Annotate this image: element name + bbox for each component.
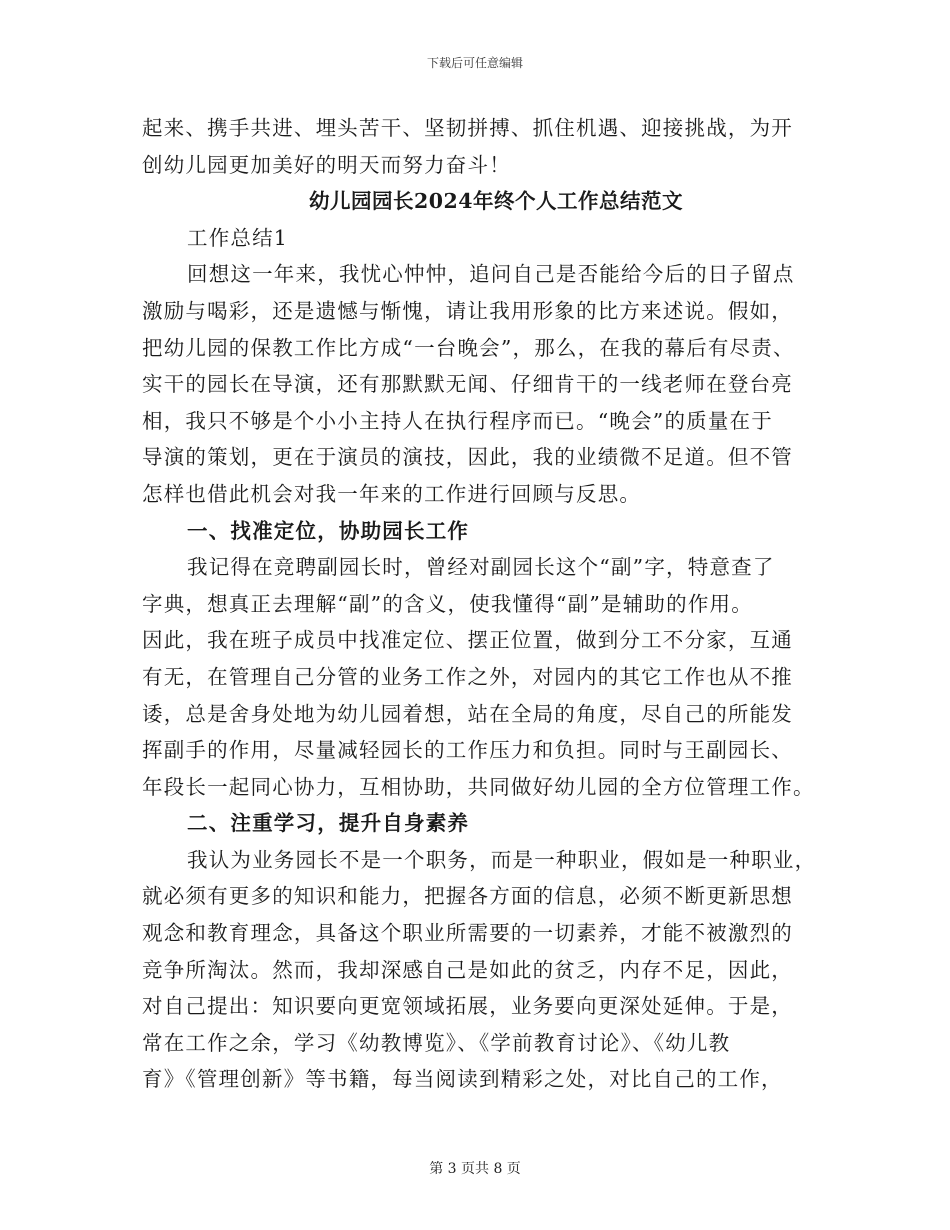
paragraph-line: 诿，总是舍身处地为幼儿园着想，站在全局的角度，尽自己的所能发 [142,701,793,726]
paragraph-line: 回想这一年来，我忧心忡忡，追问自己是否能给今后的日子留点 [187,262,795,287]
paragraph-line: 我记得在竞聘副园长时，曾经对副园长这个“副”字，特意查了 [187,555,775,580]
paragraph-line: 育》《管理创新》等书籍，每当阅读到精彩之处，对比自己的工作， [142,1067,783,1092]
paragraph-line: 相，我只不够是个小小主持人在执行程序而已。“晚会”的质量在于 [142,408,773,433]
paragraph-line: 年段长一起同心协力，互相协助，共同做好幼儿园的全方位管理工作。 [142,774,815,799]
paragraph-line: 导演的策划，更在于演员的演技，因此，我的业绩微不足道。但不管 [142,445,793,470]
section-heading: 二、注重学习，提升自身素养 [187,811,470,836]
paragraph-line: 观念和教育理念，具备这个职业所需要的一切素养，才能不被激烈的 [142,921,793,946]
paragraph-line: 因此，我在班子成员中找准定位、摆正位置，做到分工不分家，互通 [142,628,793,653]
section-heading: 一、找准定位，协助园长工作 [187,518,470,543]
page-footer: 第 3 页共 8 页 [429,1161,521,1177]
paragraph-line: 我认为业务园长不是一个职务，而是一种职业，假如是一种职业， [187,847,817,872]
document-body [142,110,822,1098]
paragraph-line: 怎样也借此机会对我一年来的工作进行回顾与反思。 [142,481,642,506]
paragraph-line: 挥副手的作用，尽量减轻园长的工作压力和负担。同时与王副园长、 [142,738,793,763]
paragraph-line: 就必须有更多的知识和能力，把握各方面的信息，必须不断更新思想 [142,884,793,909]
paragraph-line: 创幼儿园更加美好的明天而努力奋斗！ [142,152,511,177]
paragraph-line: 竞争所淘汰。然而，我却深感自己是如此的贫乏，内存不足，因此， [142,957,793,982]
paragraph-line: 字典，想真正去理解“副”的含义，使我懂得“副”是辅助的作用。 [142,591,753,616]
paragraph-line: 有无，在管理自己分管的业务工作之外，对园内的其它工作也从不推 [142,664,793,689]
paragraph-line: 工作总结1 [187,225,289,250]
paragraph-line: 激励与喝彩，还是遗憾与惭愧，请让我用形象的比方来述说。假如， [142,298,793,323]
paragraph-line: 把幼儿园的保教工作比方成“一台晚会”，那么，在我的幕后有尽责、 [142,335,795,360]
page-header: 下载后可任意编辑 [426,56,523,70]
paragraph-line: 起来、携手共进、埋头苦干、坚韧拼搏、抓住机遇、迎接挑战，为开 [142,116,793,140]
document-title: 幼儿园园长2024年终个人工作总结范文 [308,189,684,214]
paragraph-line: 对自己提出：知识要向更宽领域拓展，业务要向更深处延伸。于是， [142,994,793,1019]
paragraph-line: 实干的园长在导演，还有那默默无闻、仔细肯干的一线老师在登台亮 [142,372,793,397]
paragraph-line: 常在工作之余，学习《幼教博览》、《学前教育讨论》、《幼儿教 [142,1030,731,1055]
